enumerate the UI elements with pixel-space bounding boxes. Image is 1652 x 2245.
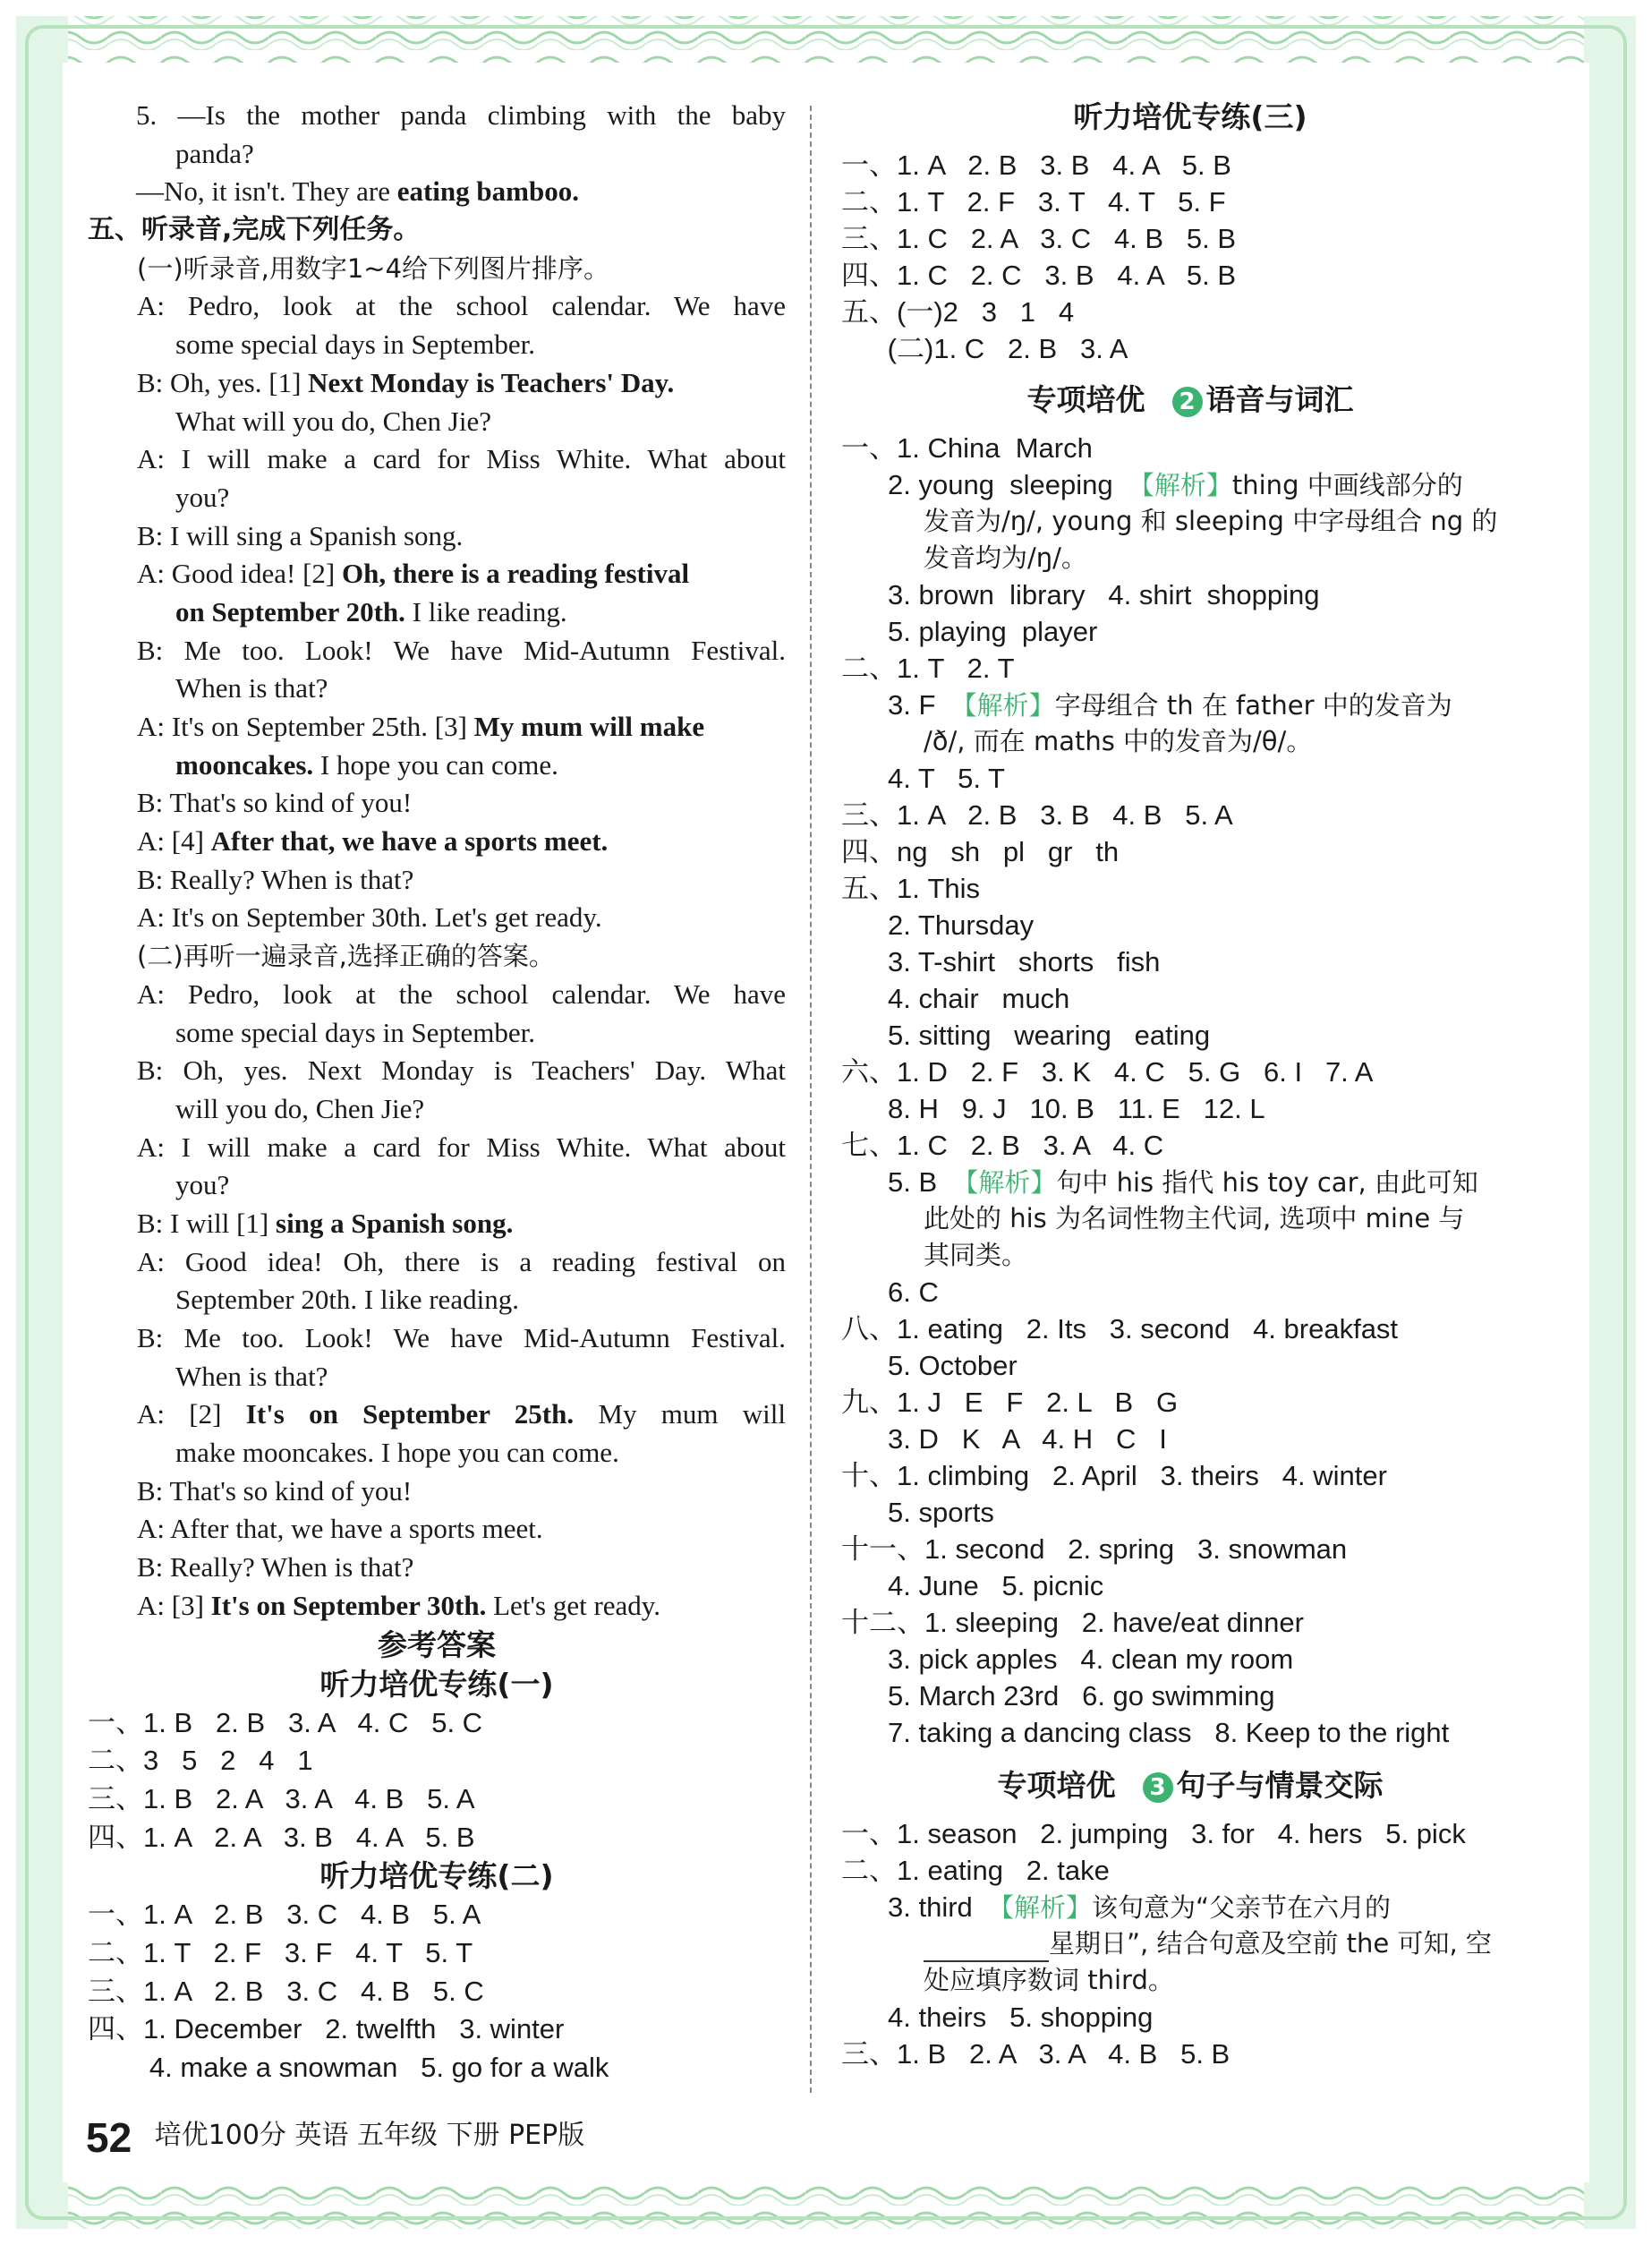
special2-subtitle: 语音与词汇	[1205, 382, 1354, 417]
line-text: A: [3]	[137, 1589, 211, 1621]
special2-answers	[841, 430, 1539, 1751]
line-bold: It's on September 25th.	[245, 1398, 575, 1430]
answer-text: 四、ng sh pl gr th	[841, 836, 1120, 867]
answer-row	[841, 760, 1539, 797]
answer-text: 八、1. eating 2. Its 3. second 4. breakfast	[841, 1313, 1399, 1344]
line-text: B: Really? When is that?	[137, 1551, 414, 1583]
answer-text: 3. D K A 4. H C I	[888, 1423, 1167, 1455]
answer-row	[841, 723, 1539, 760]
answer-text: 8. H 9. J 10. B 11. E 12. L	[888, 1093, 1265, 1124]
answer-text: 七、1. C 2. B 3. A 4. C	[841, 1130, 1164, 1161]
right-column	[841, 97, 1539, 2072]
line-text: A: [4]	[137, 825, 211, 858]
answer-text: 7. taking a dancing class 8. Keep to the right	[888, 1717, 1450, 1748]
answer-row	[841, 1127, 1539, 1164]
answer-text: 6. C	[888, 1276, 939, 1308]
transcript-line	[88, 479, 786, 517]
transcript-line	[88, 784, 786, 823]
answer-row: 一、1. A 2. B 3. C 4. B 5. A	[88, 1899, 481, 1931]
line-text: A: I will make a card for Miss White. What about	[137, 1131, 786, 1163]
line-bold: After that, we have a sports meet.	[210, 825, 609, 858]
transcript-line	[88, 1166, 786, 1205]
answer-text: 3. F	[888, 689, 951, 721]
answer-text: /ð/, 而在 maths 中的发音为/θ/。	[924, 726, 1313, 756]
transcript-line	[88, 1549, 786, 1587]
answer-row	[841, 1164, 1539, 1200]
special2-title: 专项培优	[1026, 382, 1145, 417]
line-text: you?	[175, 481, 230, 513]
analysis-tag: 【解析】	[988, 1892, 1093, 1923]
line-bold: Oh, there is a reading festival	[342, 558, 690, 590]
line-text: (二)再听一遍录音,选择正确的答案。	[137, 941, 555, 972]
answer-text: 2. Thursday	[888, 909, 1035, 941]
transcript-line	[88, 1014, 786, 1053]
answer-row	[841, 870, 1539, 907]
line-bold: Next Monday is Teachers' Day.	[308, 366, 675, 398]
answer-row: 三、1. C 2. A 3. C 4. B 5. B	[841, 223, 1237, 254]
analysis-text: 句中 his 指代 his toy car, 由此可知	[1056, 1167, 1478, 1198]
transcript-line	[88, 173, 786, 211]
analysis-tag: 【解析】	[952, 1167, 1057, 1198]
answer-row	[841, 1200, 1539, 1237]
line-text: A: It's on September 25th. [3]	[137, 711, 474, 742]
transcript-line	[88, 1052, 786, 1090]
answer-text: 2. young sleeping	[888, 469, 1128, 500]
transcript-line	[88, 1281, 786, 1319]
analysis-text: 该句意为“父亲节在六月的	[1092, 1892, 1392, 1923]
line-text: A: Good idea! Oh, there is a reading festival on	[137, 1245, 786, 1277]
answers-title: 参考答案	[378, 1626, 496, 1662]
answer-row	[841, 907, 1539, 943]
answer-row: 四、1. December 2. twelfth 3. winter	[88, 2013, 565, 2045]
answer-row	[841, 1384, 1539, 1421]
answer-text: 二、1. eating 2. take	[841, 1855, 1110, 1886]
answer-row	[841, 1421, 1539, 1457]
line-text: A: After that, we have a sports meet.	[137, 1513, 543, 1545]
line-text: panda?	[175, 137, 254, 169]
line-text: B: Me too. Look! We have Mid-Autumn Festival.	[137, 634, 786, 666]
answer-text: 4. chair much	[888, 983, 1070, 1014]
answer-row	[841, 2036, 1539, 2072]
line-text: A: I will make a card for Miss White. What about	[137, 443, 786, 475]
answer-row: 4. make a snowman 5. go for a walk	[88, 2052, 609, 2083]
line-text: B: I will sing a Spanish song.	[137, 519, 464, 551]
line-bold: on September 20th.	[175, 595, 405, 627]
listen2-title: 听力培优专练(二)	[319, 1858, 554, 1894]
answer-row	[841, 687, 1539, 723]
answer-row	[841, 797, 1539, 833]
analysis-text: 字母组合 th 在 father 中的发音为	[1054, 690, 1452, 721]
transcript-line	[88, 1434, 786, 1472]
line-text: A: It's on September 30th. Let's get ready.	[137, 901, 602, 934]
transcript-line	[88, 1358, 786, 1396]
blank-line	[924, 1933, 1049, 1962]
line-text: A: Good idea! [2]	[137, 558, 342, 590]
line-text: make mooncakes. I hope you can come.	[175, 1437, 619, 1469]
answer-text: 其同类。	[924, 1240, 1028, 1270]
answer-row	[841, 1852, 1539, 1889]
transcript-line	[88, 403, 786, 441]
transcript-line	[88, 211, 786, 250]
answer-text: 4. June 5. picnic	[888, 1570, 1104, 1601]
line-text: A: Pedro, look at the school calendar. We have	[137, 977, 786, 1010]
answer-text: 3. pick apples 4. clean my room	[888, 1643, 1294, 1675]
answer-text: 发音为/ŋ/, young 和 sleeping 中字母组合 ng 的	[924, 506, 1498, 536]
special3-heading	[841, 1760, 1539, 1812]
answer-row: 四、1. A 2. A 3. B 4. A 5. B	[88, 1821, 475, 1853]
answer-row	[841, 943, 1539, 980]
answer-row	[841, 1714, 1539, 1751]
special2-heading	[841, 374, 1539, 426]
line-text: September 20th. I like reading.	[175, 1284, 519, 1316]
transcript-line	[88, 1472, 786, 1511]
answer-text: 5. March 23rd 6. go swimming	[888, 1680, 1275, 1711]
answer-text: 十二、1. sleeping 2. have/eat dinner	[841, 1607, 1304, 1638]
line-text: B: Really? When is that?	[137, 863, 414, 895]
page-footer	[86, 2109, 584, 2163]
transcript-line	[88, 1205, 786, 1243]
answer-row: 四、1. C 2. C 3. B 4. A 5. B	[841, 260, 1237, 291]
answer-row	[841, 1310, 1539, 1347]
line-bold: eating bamboo.	[396, 175, 579, 208]
answer-row	[841, 1237, 1539, 1274]
special3-subtitle: 句子与情景交际	[1176, 1768, 1384, 1803]
special2-number-badge: 2	[1172, 387, 1203, 417]
line-text: B: Me too. Look! We have Mid-Autumn Festival.	[137, 1322, 786, 1353]
answer-text: 5. sports	[888, 1497, 994, 1528]
answer-row	[841, 1090, 1539, 1127]
answer-text: 处应填序数词 third。	[924, 1965, 1174, 1995]
line-text: B: Oh, yes. Next Monday is Teachers' Day. What	[137, 1054, 786, 1087]
book-info: 培优100分 英语 五年级 下册 PEP版	[154, 2120, 585, 2151]
special3-number-badge: 3	[1143, 1772, 1173, 1803]
line-text-2: I hope you can come.	[313, 748, 558, 781]
answer-text: 三、1. B 2. A 3. A 4. B 5. B	[841, 2038, 1230, 2070]
line-text: (一)听录音,用数字1~4给下列图片排序。	[137, 252, 610, 284]
answer-text: 3. T-shirt shorts fish	[888, 946, 1161, 977]
line-bold: My mum will make	[473, 711, 705, 742]
answer-row: 一、1. A 2. B 3. B 4. A 5. B	[841, 149, 1231, 181]
answer-row	[841, 1815, 1539, 1852]
answer-row	[841, 1962, 1539, 1999]
transcript-line	[88, 823, 786, 861]
answer-row	[841, 1274, 1539, 1310]
listen3-title: 听力培优专练(三)	[1073, 99, 1307, 134]
answer-text: 九、1. J E F 2. L B G	[841, 1387, 1179, 1418]
transcript-line	[88, 135, 786, 174]
answer-row	[841, 1567, 1539, 1604]
answer-row	[841, 833, 1539, 870]
answer-row	[841, 1604, 1539, 1641]
answer-row	[841, 1641, 1539, 1677]
line-text: some special days in September.	[175, 329, 536, 361]
answer-text: 3. brown library 4. shirt shopping	[888, 579, 1320, 610]
line-bold: mooncakes.	[175, 748, 314, 781]
answer-row: 一、1. B 2. B 3. A 4. C 5. C	[88, 1706, 483, 1738]
answer-row: 三、1. B 2. A 3. A 4. B 5. A	[88, 1782, 475, 1814]
left-column	[88, 97, 786, 2087]
answer-row	[841, 1531, 1539, 1567]
answer-text: 三、1. A 2. B 3. B 4. B 5. A	[841, 799, 1233, 831]
answer-row	[841, 1925, 1539, 1962]
answer-row	[841, 613, 1539, 650]
answer-row	[841, 1347, 1539, 1384]
transcript-line	[88, 747, 786, 785]
special3-answers	[841, 1815, 1539, 2072]
line-text: A: [2]	[137, 1398, 246, 1430]
page-number: 52	[86, 2114, 132, 2162]
answer-text: 发音均为/ŋ/。	[924, 542, 1087, 573]
answer-row: 二、1. T 2. F 3. F 4. T 5. T	[88, 1936, 473, 1968]
listen3-answers	[841, 147, 1539, 367]
transcript-line	[88, 899, 786, 937]
answer-text: 一、1. China March	[841, 432, 1093, 464]
transcript-line	[88, 861, 786, 900]
answer-text: 一、1. season 2. jumping 3. for 4. hers 5. pick	[841, 1818, 1466, 1849]
transcript-line	[88, 632, 786, 670]
line-text: B: That's so kind of you!	[137, 787, 413, 819]
answer-row	[841, 1677, 1539, 1714]
transcript-line	[88, 287, 786, 326]
transcript-line	[88, 555, 786, 593]
answer-row	[841, 430, 1539, 466]
transcript-line	[88, 326, 786, 364]
line-text-2: My mum will	[574, 1398, 786, 1430]
answer-text: 此处的 his 为名词性物主代词, 选项中 mine 与	[924, 1203, 1465, 1233]
answer-row	[841, 576, 1539, 613]
line-text: When is that?	[175, 672, 328, 704]
answer-row	[841, 1457, 1539, 1494]
answer-text: 5. B	[888, 1166, 953, 1198]
line-text: A: Pedro, look at the school calendar. We have	[137, 290, 786, 322]
transcript-line	[88, 440, 786, 479]
transcript-line	[88, 937, 786, 976]
answer-row: (二)1. C 2. B 3. A	[841, 333, 1128, 364]
answer-row: 二、1. T 2. F 3. T 4. T 5. F	[841, 186, 1226, 218]
transcript-line	[88, 1090, 786, 1129]
answer-row	[841, 1494, 1539, 1531]
answer-row	[841, 1999, 1539, 2036]
answer-row: 三、1. A 2. B 3. C 4. B 5. C	[88, 1975, 484, 2007]
answer-text: 星期日”, 结合句意及空前 the 可知, 空	[1049, 1928, 1492, 1959]
transcript-line	[88, 1587, 786, 1626]
transcript-line	[88, 1129, 786, 1167]
transcript-line	[88, 1396, 786, 1434]
line-text: When is that?	[175, 1360, 328, 1392]
listen1-title: 听力培优专练(一)	[319, 1666, 554, 1702]
answer-text: 5. sitting wearing eating	[888, 1020, 1211, 1051]
answer-row	[841, 540, 1539, 576]
special3-title: 专项培优	[997, 1768, 1116, 1803]
line-text-2: Let's get ready.	[486, 1589, 661, 1621]
transcript-line	[88, 976, 786, 1014]
answer-row	[841, 503, 1539, 540]
transcript-line	[88, 364, 786, 403]
line-text: 5. —Is the mother panda climbing with the baby	[136, 99, 786, 131]
line-text: —No, it isn't. They are	[136, 175, 397, 208]
transcript-line	[88, 708, 786, 747]
analysis-tag: 【解析】	[950, 690, 1055, 721]
line-text-2: I like reading.	[404, 595, 567, 627]
transcript-line	[88, 97, 786, 135]
answer-text: 五、1. This	[841, 873, 981, 904]
answer-text: 4. T 5. T	[888, 763, 1005, 794]
answer-row	[841, 980, 1539, 1017]
column-divider	[810, 106, 812, 2093]
transcript-line	[88, 250, 786, 288]
line-text: 五、听录音,完成下列任务。	[88, 214, 421, 246]
answer-row	[841, 1054, 1539, 1090]
line-text: you?	[175, 1169, 230, 1201]
answer-text: 3. third	[888, 1891, 988, 1923]
answer-row	[841, 1889, 1539, 1925]
line-text: What will you do, Chen Jie?	[175, 405, 491, 437]
transcript-line	[88, 593, 786, 632]
answer-row	[841, 466, 1539, 503]
transcript-line	[88, 1510, 786, 1549]
answer-text: 二、1. T 2. T	[841, 653, 1015, 684]
answer-text: 5. October	[888, 1350, 1018, 1381]
transcript-line	[88, 1319, 786, 1358]
analysis-text: thing 中画线部分的	[1231, 470, 1463, 500]
answer-text: 十、1. climbing 2. April 3. theirs 4. winter	[841, 1460, 1387, 1491]
answer-row	[841, 650, 1539, 687]
answer-row: 二、3 5 2 4 1	[88, 1745, 313, 1777]
line-bold: It's on September 30th.	[210, 1589, 487, 1621]
answer-text: 十一、1. second 2. spring 3. snowman	[841, 1533, 1348, 1565]
line-text: B: I will [1]	[137, 1207, 276, 1239]
transcript-line	[88, 670, 786, 708]
line-bold: sing a Spanish song.	[276, 1207, 514, 1239]
transcript-line	[88, 1243, 786, 1282]
transcript-line	[88, 517, 786, 556]
answer-text: 5. playing player	[888, 616, 1098, 647]
answer-text: 六、1. D 2. F 3. K 4. C 5. G 6. I 7. A	[841, 1056, 1374, 1088]
line-text: B: Oh, yes. [1]	[137, 366, 309, 398]
line-text: B: That's so kind of you!	[137, 1474, 413, 1507]
answer-row: 五、(一)2 3 1 4	[841, 296, 1075, 328]
analysis-tag: 【解析】	[1128, 470, 1232, 500]
answer-row	[841, 1017, 1539, 1054]
line-text: some special days in September.	[175, 1016, 536, 1048]
answer-text: 4. theirs 5. shopping	[888, 2002, 1154, 2033]
line-text: will you do, Chen Jie?	[175, 1092, 425, 1124]
